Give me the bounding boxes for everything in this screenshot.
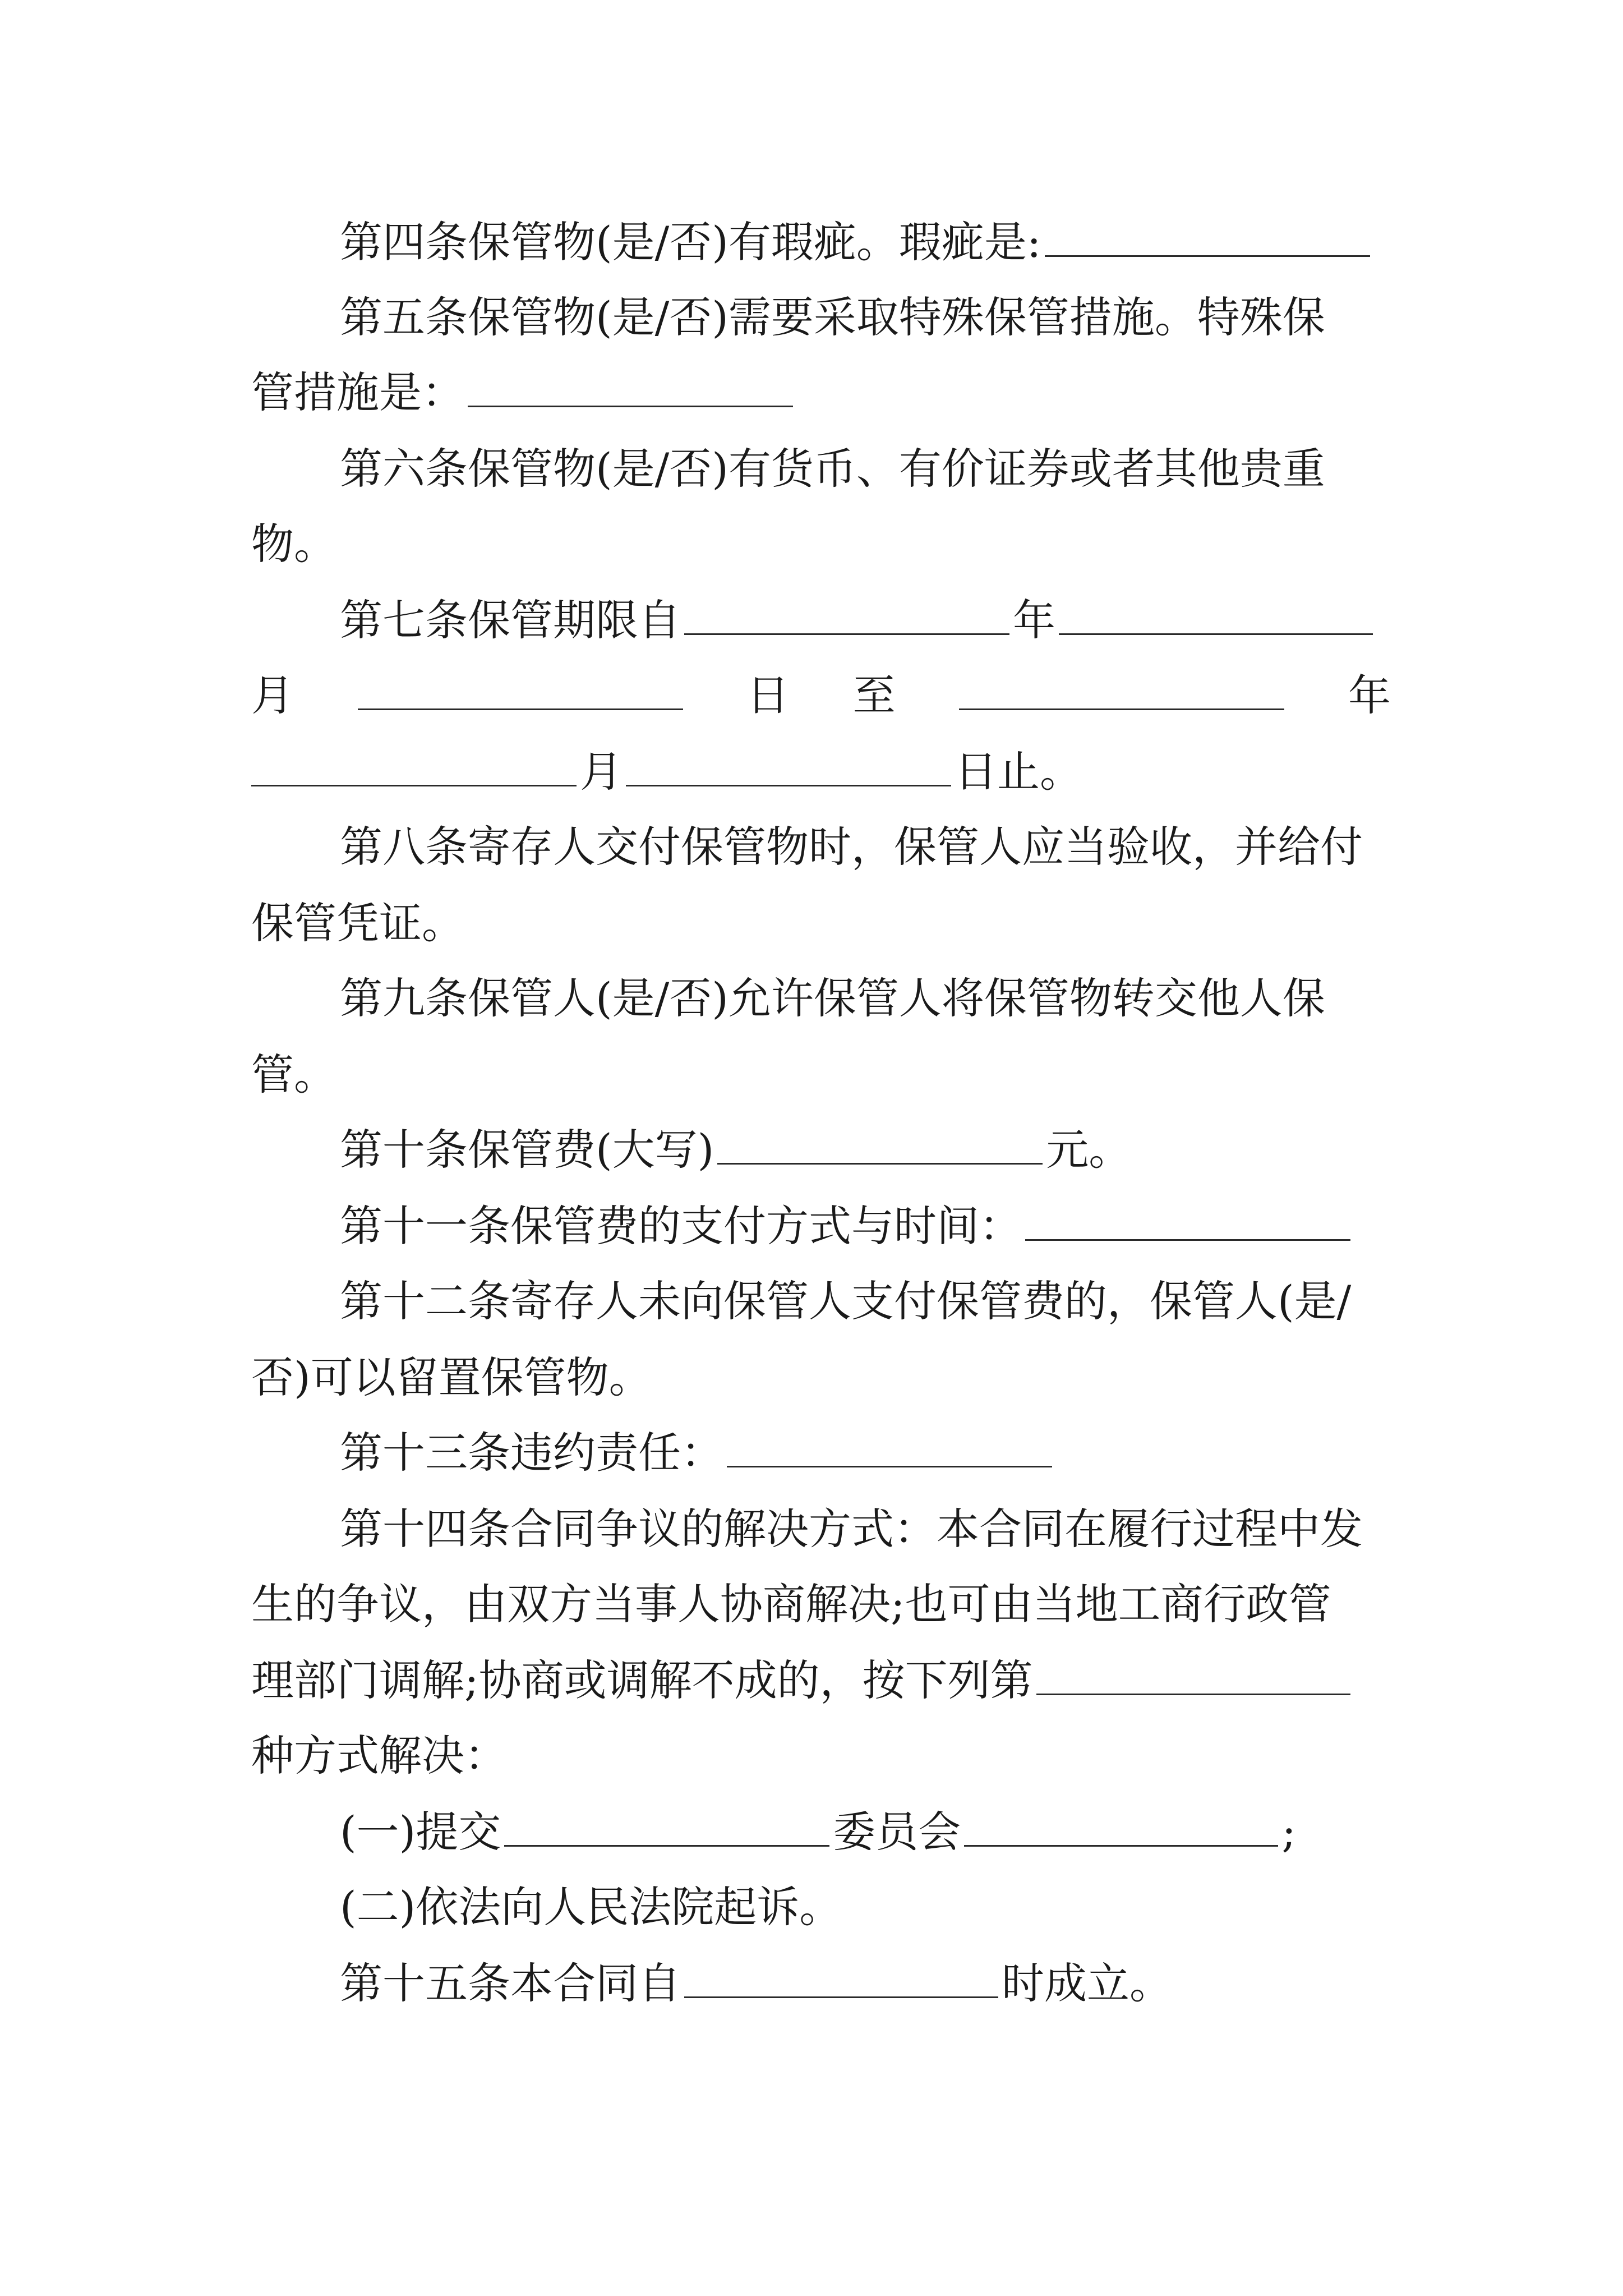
blank-field[interactable] [1036,1660,1350,1695]
clause-13 [251,1414,1391,1492]
clause-13-text: 第十三条违约责任： [340,1428,723,1478]
clause-9-line2 [251,1036,1391,1114]
blank-field[interactable] [717,1129,1043,1165]
option-1-committee-label: 委员会 [833,1807,961,1857]
blank-field[interactable] [1059,600,1373,635]
blank-field[interactable] [727,1432,1052,1467]
clause-10-unit: 元。 [1046,1125,1132,1175]
clause-7-year2-label: 年 [1348,670,1391,720]
clause-7-line1 [251,581,1391,660]
option-1-semicolon: ; [1281,1807,1296,1857]
clause-14-line1 [251,1490,1391,1568]
clause-7-end-text: 日止。 [955,747,1082,797]
clause-9-text: 第九条保管人(是/否)允许保管人将保管物转交他人保 [340,973,1325,1023]
clause-7-day-label: 日 [746,670,790,720]
clause-5-text: 第五条保管物(是/否)需要采取特殊保管措施。特殊保 [340,292,1325,342]
clause-9-line1 [251,959,1391,1038]
clause-8-line1 [251,808,1391,886]
blank-field[interactable] [959,675,1284,710]
clause-4-text: 第四条保管物(是/否)有瑕疵。瑕疵是: [340,217,1041,267]
option-1-text: (一)提交 [340,1807,501,1857]
blank-field[interactable] [626,751,951,786]
clause-8-text: 第八条寄存人交付保管物时，保管人应当验收，并给付 [340,822,1363,872]
blank-field[interactable] [1025,1205,1350,1241]
clause-7-year-label: 年 [1013,595,1055,645]
blank-field[interactable] [358,675,683,710]
blank-field[interactable] [964,1811,1278,1847]
clause-9-text-cont: 管。 [251,1050,336,1099]
clause-12-line2 [251,1338,1391,1417]
clause-7-month2-label: 月 [580,747,623,797]
clause-10 [251,1111,1391,1189]
clause-7-to-label: 至 [852,670,896,720]
clause-14-text-cont3: 种方式解决： [251,1731,507,1780]
clause-11-text: 第十一条保管费的支付方式与时间： [340,1201,1022,1251]
clause-7-month-label: 月 [251,670,294,720]
clause-8-line2 [251,884,1391,963]
clause-14-line4 [251,1717,1391,1795]
clause-7-line3 [251,733,1391,811]
clause-12-text-cont: 否)可以留置保管物。 [251,1352,652,1402]
clause-5-text-cont: 管措施是： [251,367,464,417]
clause-14-line3 [251,1641,1391,1720]
clause-14-text: 第十四条合同争议的解决方式：本合同在履行过程中发 [340,1504,1363,1554]
clause-5-line1 [251,278,1391,357]
clause-14-option-1 [251,1793,1391,1871]
clause-15-text: 第十五条本合同自 [340,1958,681,2008]
clause-6-line2 [251,505,1391,583]
option-2-text: (二)依法向人民法院起诉。 [340,1882,842,1932]
clause-5-line2 [251,353,1391,432]
clause-4 [251,203,1391,282]
clause-14-line2 [251,1565,1391,1644]
clause-6-text: 第六条保管物(是/否)有货币、有价证券或者其他贵重 [340,444,1325,494]
blank-field[interactable] [504,1811,829,1847]
clause-14-text-cont2: 理部门调解;协商或调解不成的，按下列第 [251,1655,1033,1705]
clause-10-text: 第十条保管费(大写) [340,1125,714,1175]
clause-15 [251,1944,1391,2023]
blank-field[interactable] [684,1963,998,1998]
clause-12-text: 第十二条寄存人未向保管人支付保管费的，保管人(是/ [340,1276,1352,1326]
clause-8-text-cont: 保管凭证。 [251,898,464,948]
clause-11 [251,1187,1391,1266]
clause-14-text-cont: 生的争议，由双方当事人协商解决;也可由当地工商行政管 [251,1579,1331,1629]
clause-7-line2 [251,656,1391,735]
clause-6-text-cont: 物。 [251,519,336,569]
blank-field[interactable] [251,751,577,786]
clause-14-option-2 [251,1868,1391,1947]
blank-field[interactable] [684,600,1009,635]
clause-6-line1 [251,430,1391,508]
clause-7-text: 第七条保管期限自 [340,595,681,645]
blank-field[interactable] [1045,222,1370,257]
blank-field[interactable] [468,372,793,407]
clause-15-end-text: 时成立。 [1002,1958,1172,2008]
clause-12-line1 [251,1262,1391,1341]
